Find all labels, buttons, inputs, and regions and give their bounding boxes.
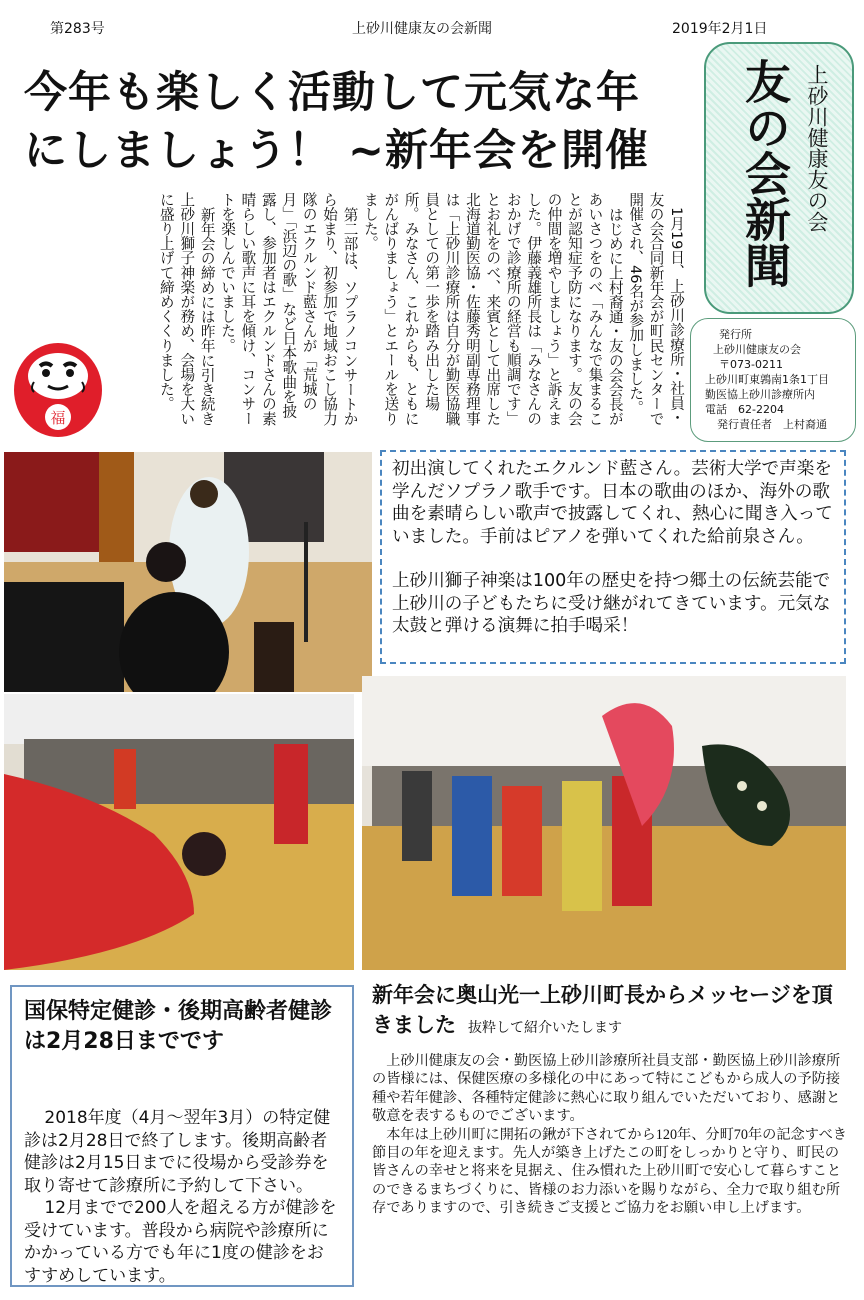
article-vertical [90,192,686,428]
message-body [372,1052,848,1218]
daruma-illustration [10,332,106,440]
publisher-address2: 勤医協上砂川診療所内 [705,388,815,401]
publisher-editor: 発行責任者 上村裔通 [717,418,827,431]
headline-line1: 今年も楽しく活動して元気な年 [24,68,640,118]
concert-photo [4,452,372,692]
issue-date: 2019年2月1日 [672,21,768,37]
masthead-box [704,42,854,314]
masthead-subtitle: 上砂川健康友の会 [805,64,829,232]
masthead-title: 友の会新聞 [738,58,792,288]
issue-number: 第283号 [50,21,105,37]
publisher-org: 上砂川健康友の会 [713,343,801,356]
message-title: 新年会に奥山光一上砂川町長からメッセージを頂きました [372,983,833,1037]
lion-dance-photo-right [362,676,846,970]
caption-shishi: 上砂川獅子神楽は100年の歴史を持つ郷土の伝統芸能で上砂川の子どもたちに受け継がれてきています。元気な太鼓と弾ける演舞に拍手喝采！ [392,571,831,636]
message-paragraph: 本年は上砂川町に開拓の鍬が下されてから120年、分町70年の記念すべき節目の年を迎えます。先人が築き上げたこの町をしっかりと守り、町民の皆さんの幸せと将来を見据え、住み慣れた上砂川町で安心して暮らすことのできるまちづくりに、皆様のお力添いを賜りながら、全力で取り組む所存でありますので、引き続きご支援とご協力をお願い申し上げます。 [372,1126,847,1217]
caption-concert: 初出演してくれたエクルンド藍さん。芸術大学で声楽を学んだソプラノ歌手です。日本の歌曲のほか、海外の歌曲を素晴らしい歌声で披露してくれ、熱心に聞き入っていました。手前はピアノを弾いてくれた給前泉さん。 [392,459,833,547]
health-checkup-notice [10,985,354,1287]
publisher-address1: 上砂川町東鶉南1条1丁目 [705,373,829,386]
publisher-box [690,318,856,442]
article-paragraph: 新年会の締めには昨年に引き続き上砂川獅子神楽が務め、会場を大いに盛り上げて締めくくりました。 [157,192,216,426]
message-subtitle: 抜粋して紹介いたします [468,1020,622,1036]
checkup-paragraph: 2018年度（4月～翌年3月）の特定健診は2月28日で終了します。後期高齢者健診は2月15日までに役場から受診券を取り寄せて診療所に予約して下さい。 [24,1108,331,1196]
article-paragraph: 第二部は、ソプラノコンサートから始まり、初参加で地域おこし協力隊のエクルンド藍さんが「荒城の月」「浜辺の歌」など日本歌曲を披露し、参加者はエクルンドさんの素晴らしい歌声に耳を傾け、コンサートを楽しんでいました。 [219,192,359,426]
checkup-paragraph: 12月までで200人を超える方が健診を受けています。普段から病院や診療所にかかっている方でも年に1度の健診をおすすめしています。 [24,1198,337,1286]
publisher-postal: 〒073-0211 [719,358,783,371]
publisher-label: 発行所 [719,328,752,341]
publisher-phone: 電話 62-2204 [705,403,784,416]
message-paragraph: 上砂川健康友の会・勤医協上砂川診療所社員支部・勤医協上砂川診療所の皆様には、保健医療の多様化の中にあって特にこどもから成人の予防接種や若年健診、各種特定健診に熱心に取り組んでいただいており、感謝と敬意を表するものでございます。 [372,1053,841,1125]
headline [24,64,684,180]
paper-name: 上砂川健康友の会新聞 [352,21,492,37]
article-paragraph: 1月19日、上砂川診療所・社員・友の会合同新年会が町民センターで開催され、46名が参加しました。 [627,192,685,426]
lion-dance-photo-left [4,694,354,970]
message-heading [372,980,852,1043]
headline-line2: にしましょう！ ~新年会を開催 [24,126,649,176]
checkup-title: 国保特定健診・後期高齢者健診は2月28日までです [24,999,333,1054]
article-paragraph: はじめに上村裔通・友の会会長があいさつをのべ「みんなで集まることが認知症予防になります。友の会の仲間を増やしましょう」と訴えました。伊藤義雄所長は「みなさんのおかげで診療所の経営も順調です」とお礼をのべ、来賓として出席した北海道勤医協・佐藤秀明副専務理事は「上砂川診療所は自分が勤医協職員としての第一歩を踏み出した場所。みなさん、これからも、ともにがんばりましょう」とエールを送りました。 [361,192,624,426]
photo-caption-box [380,450,846,664]
daruma-character: 福 [50,409,66,427]
